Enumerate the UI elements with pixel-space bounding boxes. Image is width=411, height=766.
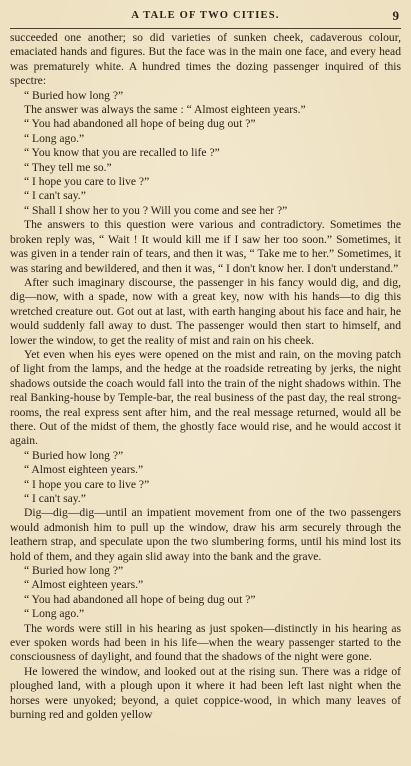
paragraph: Dig—dig—dig—until an impatient movement from one of the two passengers would admonish him to pull up the window, draw his arm securely through the leathern strap, and speculate upon the two slumbering forms, until his mind lost its hold of them, and they again slid away into the bank and the grave. <box>10 506 401 563</box>
dialogue-line: “ Buried how long ?” <box>24 448 124 462</box>
dialogue-line: “ I hope you care to live ?” <box>24 477 150 491</box>
dialogue-line: “ Buried how long ?” <box>24 88 124 102</box>
paragraph: Yet even when his eyes were opened on the mist and rain, on the moving patch of light from the lamps, and the hedge at the roadside retreating by jerks, the night shadows outside the coach would fall into the train of the night shadows within. The real Banking-house by Temple-bar, the real business of the past day, the real strong-rooms, the real express sent after him, and the real message returned, would all be there. Out of the midst of them, the ghostly face would rise, and he would accost it again. <box>10 347 402 448</box>
paragraph: The words were still in his hearing as just spoken—distinctly in his hearing as ever spoken words had been in his life—when the weary passenger started to the consciousness of daylight, and found that the shadows of the night were gone. <box>10 621 401 664</box>
running-title: A TALE OF TWO CITIES. <box>131 10 280 21</box>
dialogue-line: “ You know that you are recalled to life ?” <box>24 146 220 160</box>
paragraph: The answer was always the same : “ Almost eighteen years.” <box>24 103 306 117</box>
paragraph: After such imaginary discourse, the passenger in his fancy would dig, and dig, dig—now, with a spade, now with a great key, now with his hands—to dig this wretched creature out. Got out at last, with earth hanging about his face and hair, he would suddenly fall away to dust. The passenger would then start to himself, and lower the window, to get the reality of mist and rain on his cheek. <box>10 275 401 347</box>
body-text <box>10 31 401 723</box>
dialogue-line: “ They tell me so.” <box>24 160 112 174</box>
paragraph: He lowered the window, and looked out at the rising sun. There was a ridge of ploughed land, with a plough upon it where it had been left last night when the horses were unyoked; beyond, a quiet coppice-wood, in which many leaves of burning red and golden yellow <box>10 664 401 722</box>
dialogue-line: “ I can't say.” <box>24 492 86 505</box>
dialogue-line: “ Long ago.” <box>24 607 85 621</box>
running-header <box>10 6 401 29</box>
dialogue-line: “ I can't say.” <box>24 189 86 203</box>
dialogue-line: “ You had abandoned all hope of being dug out ?” <box>24 592 256 606</box>
dialogue-line: “ Shall I show her to you ? Will you come and see her ?” <box>24 203 288 217</box>
paragraph: The answers to this question were various and contradictory. Sometimes the broken reply was, “ Wait ! It would kill me if I saw her too soon.” Sometimes, it was given in a tender rain of tears, and then it was, “ Take me to her.” Sometimes, it was staring and bewildered, and then it was, “ I don't know her. I don't understand.” <box>10 218 401 275</box>
dialogue-line: “ You had abandoned all hope of being dug out ?” <box>24 117 256 131</box>
paragraph: succeeded one another; so did varieties of sunken cheek, cadaverous colour, emaciated hands and figures. But the face was in the main one face, and every head was prematurely white. A hundred times the dozing passenger inquired of this spectre: <box>10 31 401 88</box>
page-number: 9 <box>392 8 399 23</box>
dialogue-line: “ Almost eighteen years.” <box>24 463 144 477</box>
dialogue-line: “ Almost eighteen years.” <box>24 578 144 592</box>
dialogue-line: “ I hope you care to live ?” <box>24 175 150 189</box>
dialogue-line: “ Buried how long ?” <box>24 564 124 578</box>
dialogue-line: “ Long ago.” <box>24 131 85 145</box>
